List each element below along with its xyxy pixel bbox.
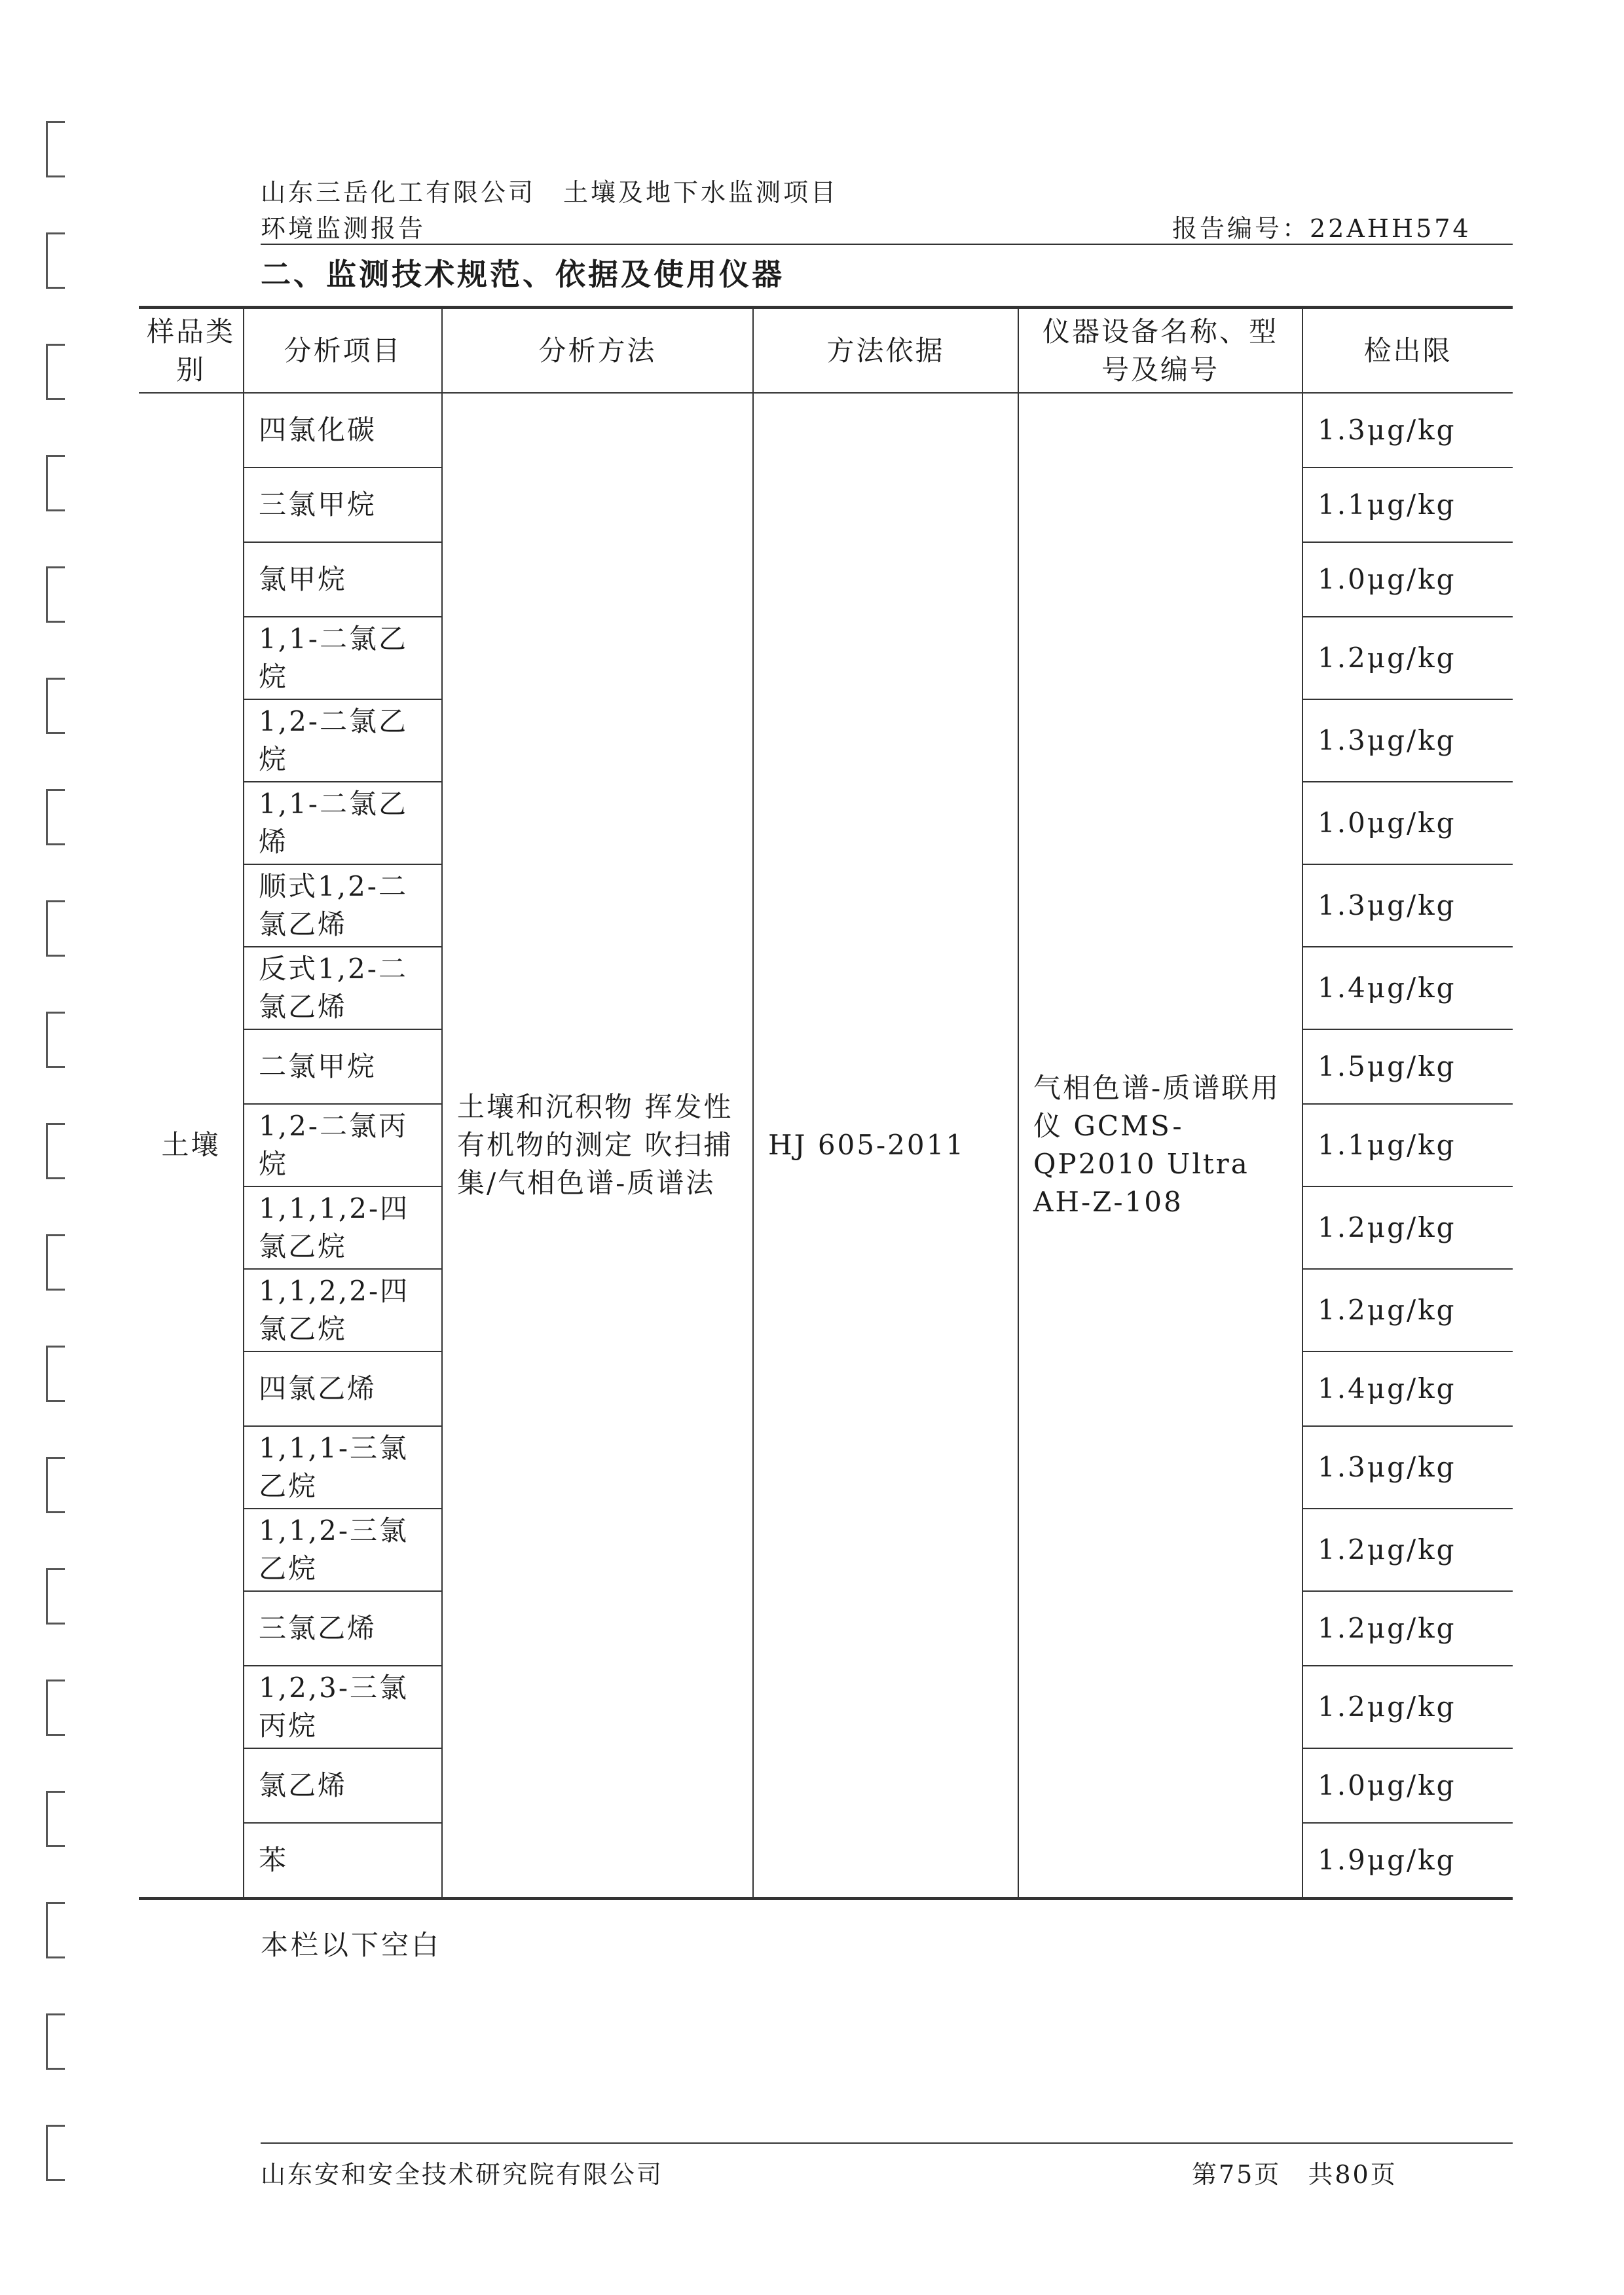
table-row: [139, 393, 1513, 468]
detection-limit: 1.1μg/kg: [1302, 468, 1513, 542]
page-number: 第75页 共80页: [1192, 2160, 1397, 2189]
header-rule: [261, 244, 1513, 245]
detection-limit: 1.2μg/kg: [1302, 1591, 1513, 1666]
report-number: 报告编号：22AHH574: [1172, 214, 1471, 243]
detection-limit: 1.2μg/kg: [1302, 1509, 1513, 1591]
analysis-item: 1,1-二氯乙烷: [244, 617, 442, 699]
detection-limit: 1.3μg/kg: [1302, 393, 1513, 468]
detection-limit: 1.4μg/kg: [1302, 947, 1513, 1029]
analysis-item: 1,1,1-三氯乙烷: [244, 1426, 442, 1509]
detection-limit: 1.3μg/kg: [1302, 699, 1513, 782]
footer-rule: [261, 2142, 1513, 2144]
detection-limit: 1.2μg/kg: [1302, 1666, 1513, 1748]
analysis-method-cell: 土壤和沉积物 挥发性有机物的测定 吹扫捕集/气相色谱-质谱法: [442, 393, 753, 1899]
analysis-item: 1,1,2,2-四氯乙烷: [244, 1269, 442, 1351]
detection-limit: 1.0μg/kg: [1302, 1748, 1513, 1823]
analysis-item: 1,1,1,2-四氯乙烷: [244, 1186, 442, 1269]
detection-limit: 1.0μg/kg: [1302, 542, 1513, 617]
detection-limit: 1.9μg/kg: [1302, 1823, 1513, 1899]
analysis-item: 三氯乙烯: [244, 1591, 442, 1666]
table-header-row: [139, 308, 1513, 394]
analysis-item: 氯乙烯: [244, 1748, 442, 1823]
analysis-item: 顺式1,2-二氯乙烯: [244, 864, 442, 947]
detection-limit: 1.2μg/kg: [1302, 617, 1513, 699]
section-title: 二、监测技术规范、依据及使用仪器: [261, 257, 784, 292]
blank-below-note: 本栏以下空白: [261, 1929, 442, 1961]
footer-institute: 山东安和安全技术研究院有限公司: [261, 2160, 664, 2189]
analysis-item: 反式1,2-二氯乙烯: [244, 947, 442, 1029]
col-header-sample-category: 样品类别: [139, 308, 244, 394]
col-header-analysis-item: 分析项目: [244, 308, 442, 394]
detection-limit: 1.3μg/kg: [1302, 864, 1513, 947]
detection-limit: 1.4μg/kg: [1302, 1351, 1513, 1426]
analysis-item: 1,1,2-三氯乙烷: [244, 1509, 442, 1591]
analysis-item: 苯: [244, 1823, 442, 1899]
col-header-method-basis: 方法依据: [753, 308, 1018, 394]
analysis-item: 1,2,3-三氯丙烷: [244, 1666, 442, 1748]
analysis-item: 1,2-二氯丙烷: [244, 1104, 442, 1186]
analysis-item: 氯甲烷: [244, 542, 442, 617]
detection-limit: 1.0μg/kg: [1302, 782, 1513, 864]
report-type: 环境监测报告: [261, 214, 426, 243]
company-project-title: 山东三岳化工有限公司 土壤及地下水监测项目: [261, 178, 839, 207]
detection-limit: 1.2μg/kg: [1302, 1269, 1513, 1351]
analysis-item: 二氯甲烷: [244, 1029, 442, 1104]
col-header-instrument: 仪器设备名称、型号及编号: [1018, 308, 1302, 394]
analysis-item: 1,1-二氯乙烯: [244, 782, 442, 864]
monitoring-spec-table: [139, 306, 1513, 1900]
analysis-item: 1,2-二氯乙烷: [244, 699, 442, 782]
analysis-item: 四氯化碳: [244, 393, 442, 468]
method-basis-cell: HJ 605-2011: [753, 393, 1018, 1899]
detection-limit: 1.5μg/kg: [1302, 1029, 1513, 1104]
col-header-analysis-method: 分析方法: [442, 308, 753, 394]
analysis-item: 四氯乙烯: [244, 1351, 442, 1426]
detection-limit: 1.1μg/kg: [1302, 1104, 1513, 1186]
detection-limit: 1.3μg/kg: [1302, 1426, 1513, 1509]
col-header-detection-limit: 检出限: [1302, 308, 1513, 394]
analysis-item: 三氯甲烷: [244, 468, 442, 542]
instrument-cell: 气相色谱-质谱联用仪 GCMS-QP2010 Ultra AH-Z-108: [1018, 393, 1302, 1899]
detection-limit: 1.2μg/kg: [1302, 1186, 1513, 1269]
sample-category-cell: 土壤: [139, 393, 244, 1899]
